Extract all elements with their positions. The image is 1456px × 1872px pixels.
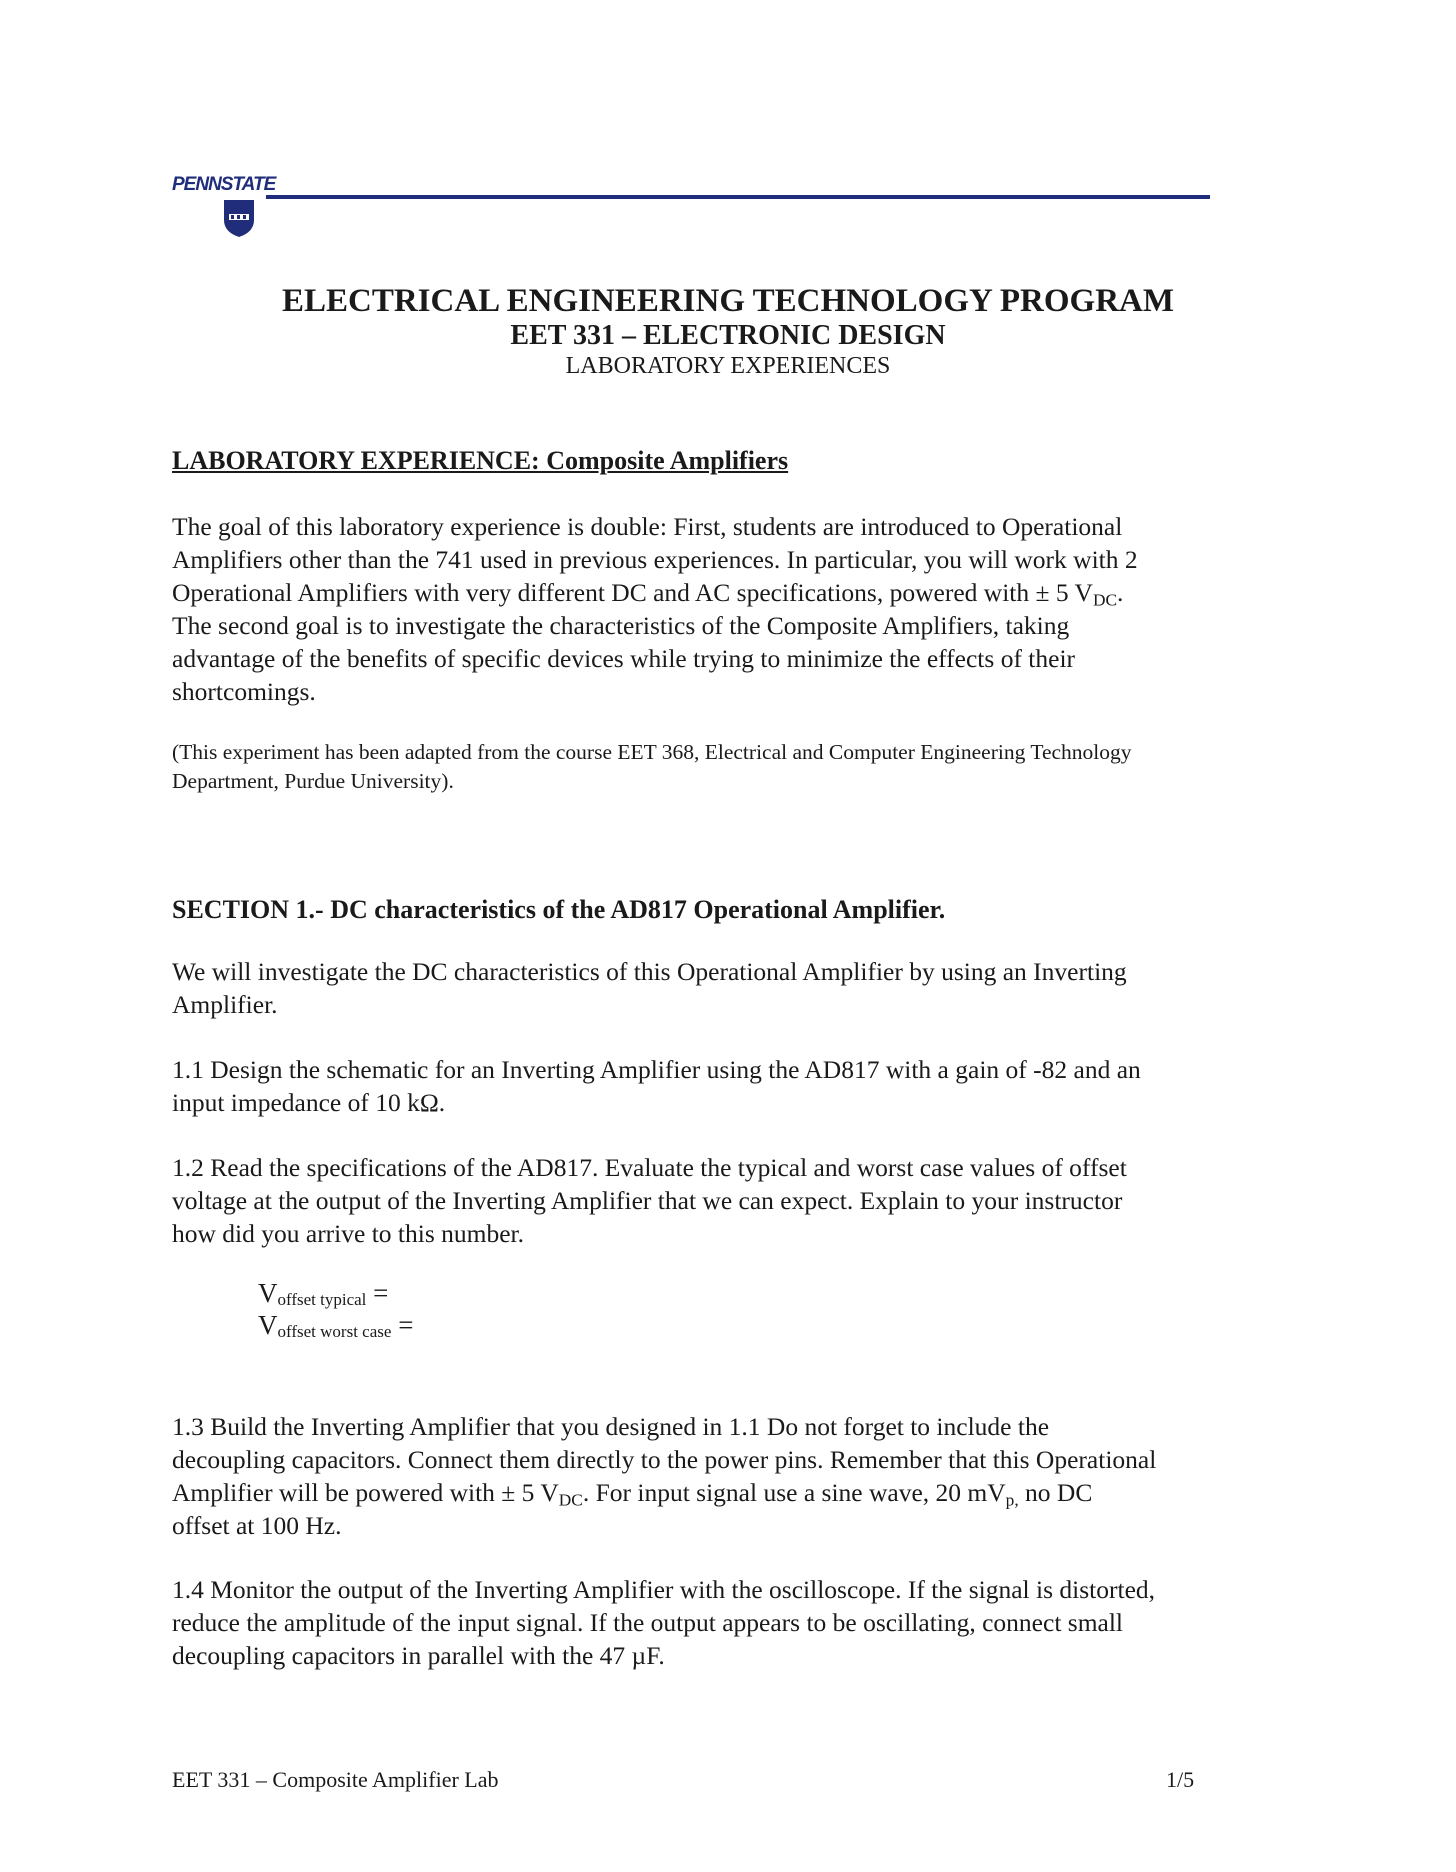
text-line: We will investigate the DC characteristics of this Operational Amplifier by using an Inverting [172,957,1127,986]
text-line: decoupling capacitors. Connect them directly to the power pins. Remember that this Operational [172,1445,1157,1474]
text-line: input impedance of 10 kΩ. [172,1088,446,1117]
text-line: 1.3 Build the Inverting Amplifier that you designed in 1.1 Do not forget to include the [172,1412,1050,1441]
formula-offset-worst-case: $V_{offset worst case}$ = [258,1310,414,1341]
text-line: Amplifiers other than the 741 used in previous experiences. In particular, you will work with 2 [172,545,1138,574]
page-number: 1/5 [1166,1767,1195,1792]
text-line: Amplifier. [172,990,278,1019]
step-1-4 [172,1573,1282,1672]
step-1-3 [172,1410,1282,1542]
text-line: Amplifier will be powered with ± 5 $V_{DC}$. For input signal use a sine wave, 20 $mV_{p,}$ no DC [172,1478,1093,1510]
text-line: advantage of the benefits of specific devices while trying to minimize the effects of their [172,644,1076,673]
header-rule [266,195,1210,199]
adaptation-note [172,738,1282,796]
logo-wordmark: PENNSTATE [172,174,276,195]
section-intro [172,955,1282,1021]
step-1-2 [172,1151,1282,1250]
text-line: The second goal is to investigate the characteristics of the Composite Amplifiers, taking [172,611,1070,640]
text-line: 1.1 Design the schematic for an Inverting Amplifier using the AD817 with a gain of -82 and an [172,1055,1141,1084]
text-line: voltage at the output of the Inverting Amplifier that we can expect. Explain to your instructor [172,1186,1123,1215]
text-line: 1.4 Monitor the output of the Inverting Amplifier with the oscilloscope. If the signal is distorted, [172,1575,1156,1604]
formula-offset-typical: $V_{offset typical}$ = [258,1278,389,1309]
text-line: shortcomings. [172,677,316,706]
shield-logo-icon [222,198,256,238]
text-line: (This experiment has been adapted from the course EET 368, Electrical and Computer Engineering Technology [172,740,1132,764]
text-line: how did you arrive to this number. [172,1219,524,1248]
text-line: reduce the amplitude of the input signal. If the output appears to be oscillating, connect small [172,1608,1124,1637]
page-subtitle: LABORATORY EXPERIENCES [565,353,891,379]
text-line: The goal of this laboratory experience is double: First, students are introduced to Operational [172,512,1123,541]
program-title: ELECTRICAL ENGINEERING TECHNOLOGY PROGRAM [281,283,1175,319]
text-line: offset at 100 Hz. [172,1511,342,1540]
intro-paragraph [172,510,1282,708]
text-line: Department, Purdue University). [172,769,454,793]
step-1-1 [172,1053,1282,1119]
course-title: EET 331 – ELECTRONIC DESIGN [510,320,946,351]
lab-title: LABORATORY EXPERIENCE: Composite Amplifiers [172,446,789,475]
footer-left: EET 331 – Composite Amplifier Lab [172,1767,499,1792]
section-title: SECTION 1.- DC characteristics of the AD817 Operational Amplifier. [172,895,946,924]
text-line: decoupling capacitors in parallel with the 47 µF. [172,1641,665,1670]
text-line: Operational Amplifiers with very different DC and AC specifications, powered with ± 5 $V_{DC}$. [172,578,1124,610]
text-line: 1.2 Read the specifications of the AD817. Evaluate the typical and worst case values of offset [172,1153,1127,1182]
